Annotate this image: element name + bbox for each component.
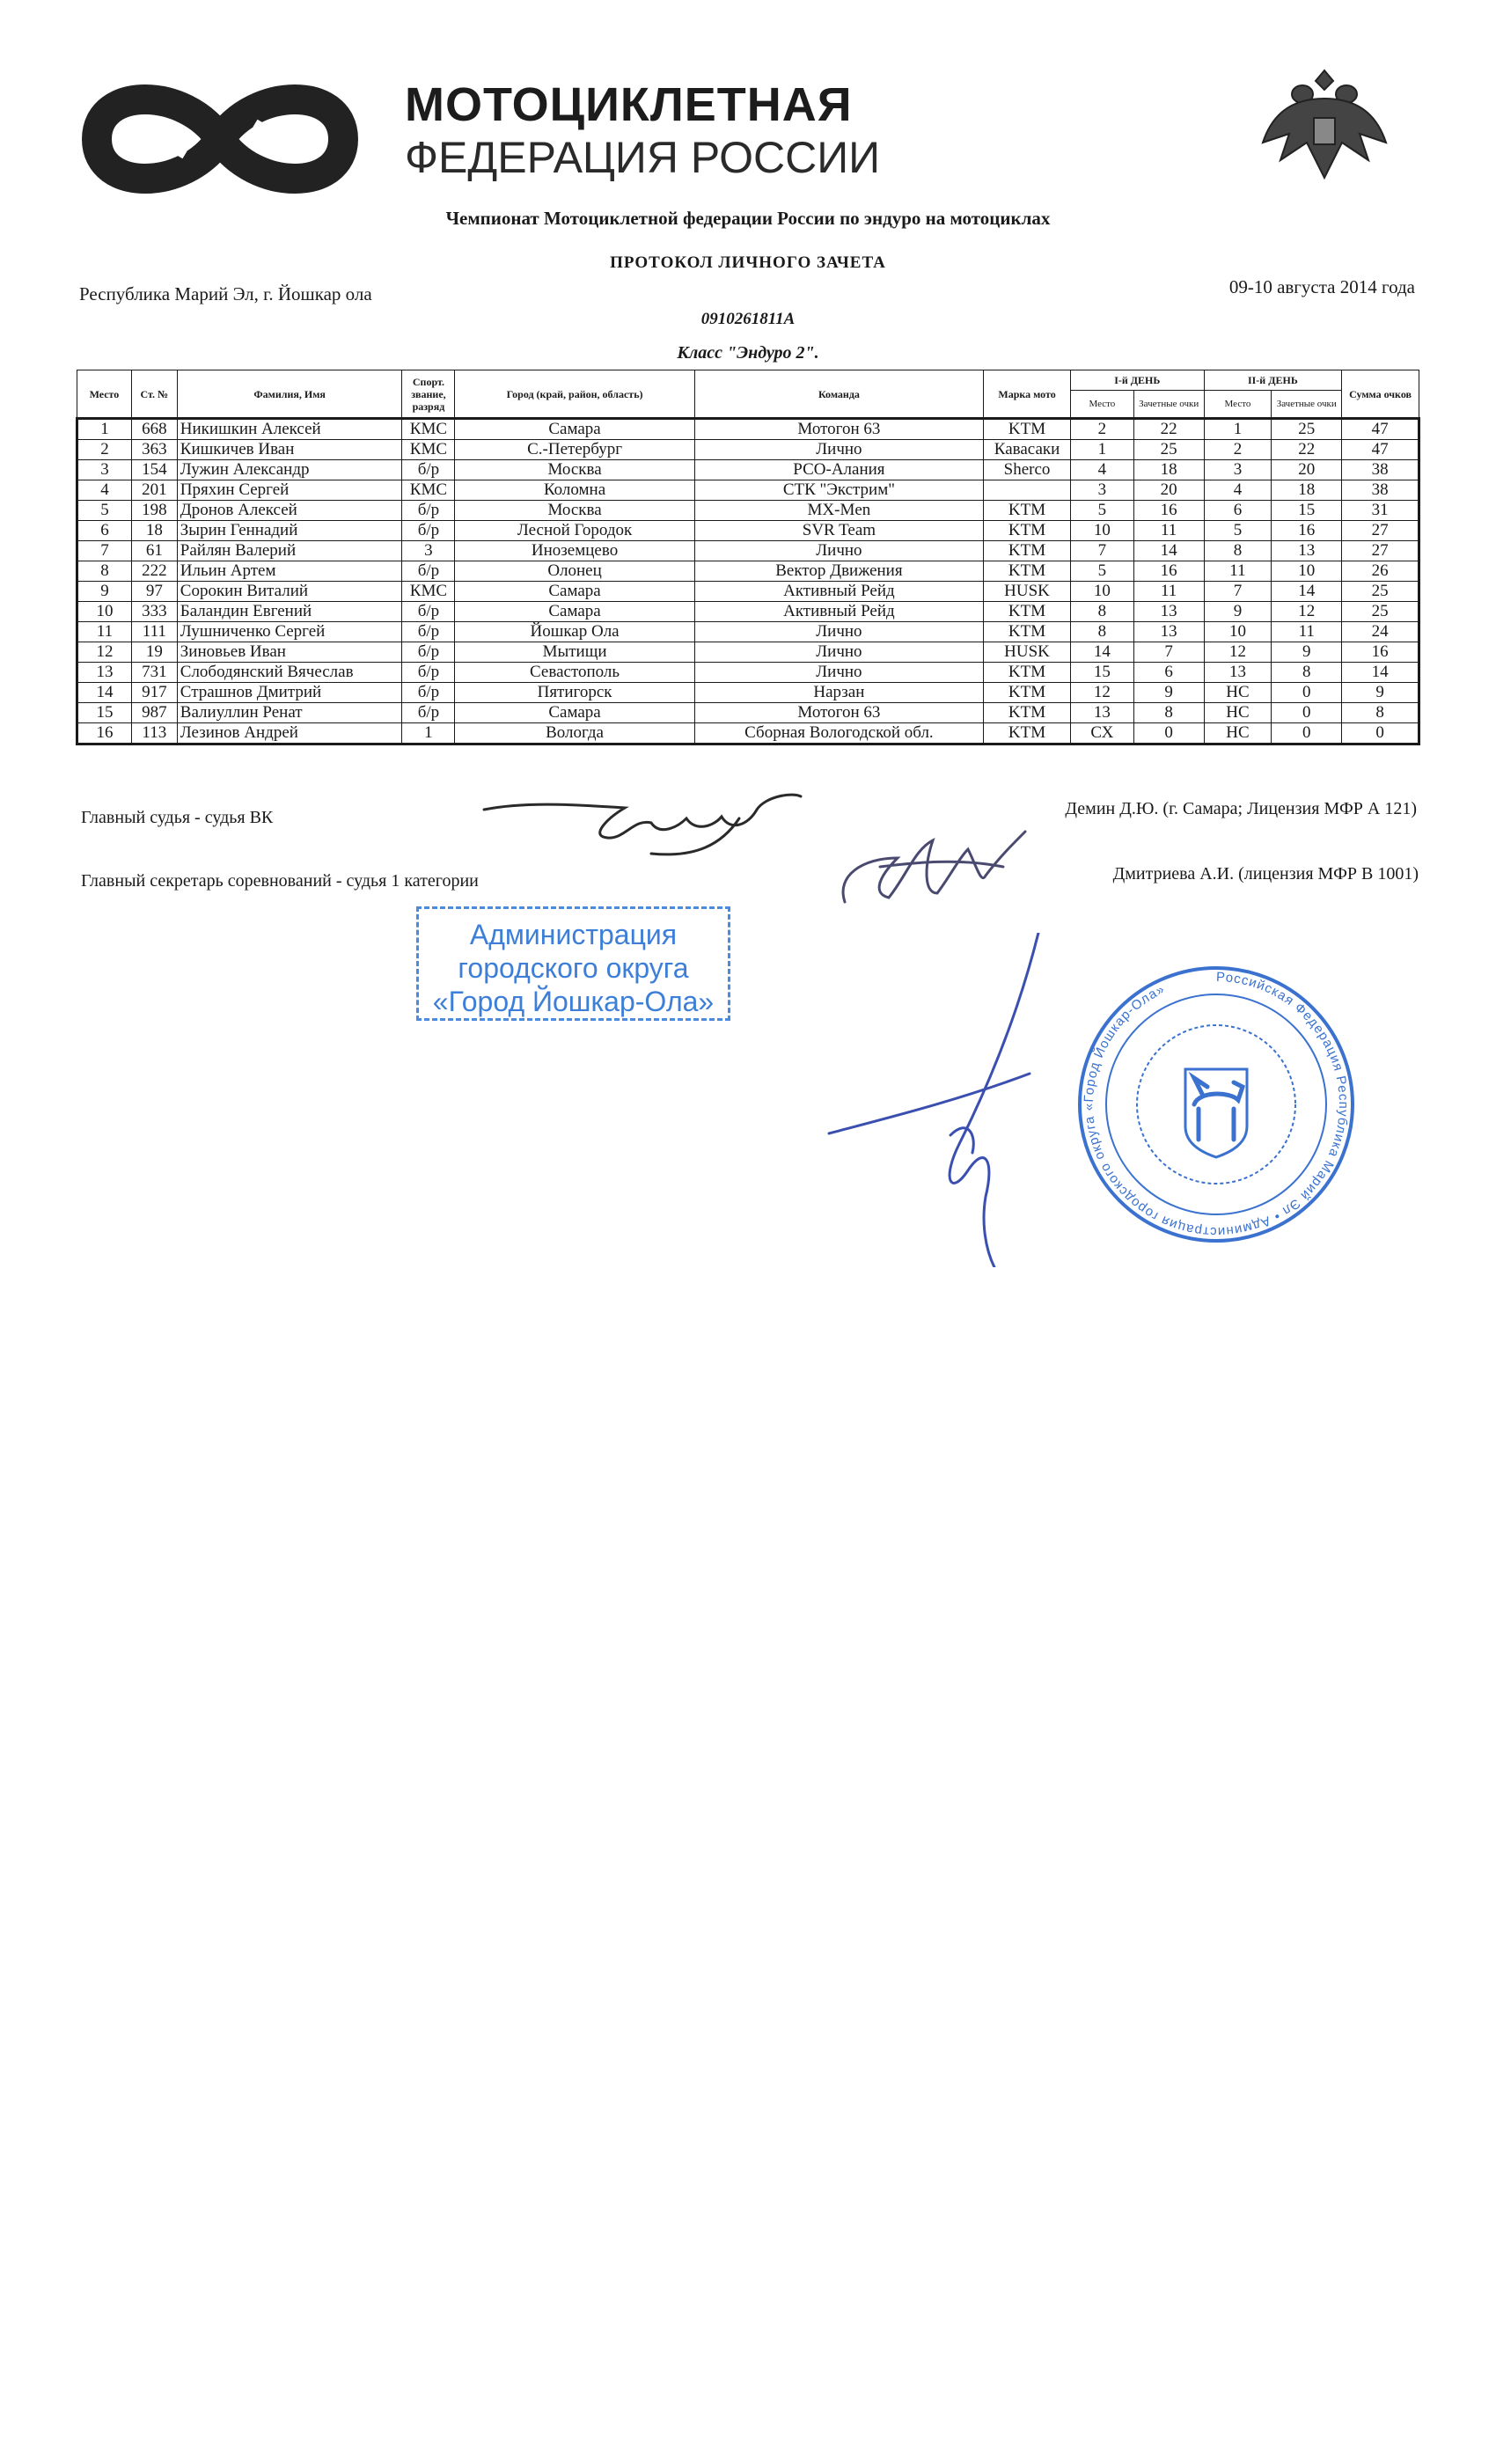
chief-judge-name: Демин Д.Ю. (г. Самара; Лицензия МФР А 121) (1065, 799, 1417, 818)
header-place: Место (77, 370, 132, 419)
cell-day1-points: 13 (1133, 622, 1204, 642)
cell-rank: б/р (402, 602, 455, 622)
cell-start-number: 731 (131, 663, 177, 683)
moose-coat-of-arms-icon (1185, 1069, 1247, 1157)
cell-rank: 1 (402, 723, 455, 744)
cell-team: Сборная Вологодской обл. (694, 723, 983, 744)
cell-start-number: 201 (131, 480, 177, 501)
cell-start-number: 222 (131, 561, 177, 582)
cell-moto: KTM (984, 419, 1071, 440)
seal-text-path: Российская Федерация Республика Марий Эл • Администрация городского округа «Город Йошкар-Ола» (1081, 969, 1351, 1240)
cell-day2-points: 15 (1272, 501, 1342, 521)
federation-title-line1: МОТОЦИКЛЕТНАЯ (405, 78, 853, 131)
cell-city: Мытищи (455, 642, 694, 663)
cell-day1-points: 16 (1133, 501, 1204, 521)
table-row (77, 440, 1419, 460)
cell-day2-place: 8 (1204, 541, 1272, 561)
cell-place: 13 (77, 663, 132, 683)
cell-name: Дронов Алексей (177, 501, 402, 521)
cell-rank: б/р (402, 501, 455, 521)
cell-rank: 3 (402, 541, 455, 561)
cell-start-number: 97 (131, 582, 177, 602)
cell-team: MX-Men (694, 501, 983, 521)
cell-team: SVR Team (694, 521, 983, 541)
table-row (77, 419, 1419, 440)
cell-day2-place: 11 (1204, 561, 1272, 582)
cell-place: 16 (77, 723, 132, 744)
cell-day1-place: 3 (1070, 480, 1133, 501)
cell-team: Мотогон 63 (694, 703, 983, 723)
cell-day2-points: 0 (1272, 683, 1342, 703)
cell-team: РСО-Алания (694, 460, 983, 480)
infinity-logo-icon (79, 77, 361, 201)
cell-city: Москва (455, 501, 694, 521)
cell-team: Активный Рейд (694, 602, 983, 622)
cell-rank: б/р (402, 561, 455, 582)
event-code: 0910261811А (700, 310, 796, 328)
cell-day2-points: 13 (1272, 541, 1342, 561)
cell-moto: KTM (984, 663, 1071, 683)
federation-title-line2: ФЕДЕРАЦИЯ РОССИИ (405, 133, 881, 182)
cell-day2-points: 11 (1272, 622, 1342, 642)
cell-start-number: 333 (131, 602, 177, 622)
cell-name: Никишкин Алексей (177, 419, 402, 440)
event-dates: 09-10 августа 2014 года (1228, 276, 1415, 297)
cell-city: Коломна (455, 480, 694, 501)
cell-team: Мотогон 63 (694, 419, 983, 440)
cell-place: 12 (77, 642, 132, 663)
header-name: Фамилия, Имя (177, 370, 402, 419)
cell-day1-points: 14 (1133, 541, 1204, 561)
chief-judge-signature (475, 783, 810, 862)
table-row (77, 582, 1419, 602)
cell-name: Валиуллин Ренат (177, 703, 402, 723)
table-row (77, 602, 1419, 622)
cell-day1-place: 5 (1070, 501, 1133, 521)
cell-day2-place: НС (1204, 703, 1272, 723)
header-team: Команда (694, 370, 983, 419)
cell-total: 8 (1342, 703, 1419, 723)
cell-day2-points: 18 (1272, 480, 1342, 501)
official-signature (818, 933, 1065, 1267)
header-day1: I-й ДЕНЬ (1070, 370, 1204, 391)
cell-day2-place: 7 (1204, 582, 1272, 602)
protocol-title: ПРОТОКОЛ ЛИЧНОГО ЗАЧЕТА (610, 253, 886, 272)
cell-rank: КМС (402, 480, 455, 501)
cell-name: Лушниченко Сергей (177, 622, 402, 642)
cell-day1-points: 9 (1133, 683, 1204, 703)
cell-total: 25 (1342, 602, 1419, 622)
cell-start-number: 18 (131, 521, 177, 541)
cell-total: 9 (1342, 683, 1419, 703)
cell-total: 0 (1342, 723, 1419, 744)
seal-text (1082, 970, 1351, 1239)
cell-day2-place: 3 (1204, 460, 1272, 480)
cell-day2-place: 6 (1204, 501, 1272, 521)
cell-total: 31 (1342, 501, 1419, 521)
cell-day1-points: 6 (1133, 663, 1204, 683)
cell-name: Пряхин Сергей (177, 480, 402, 501)
cell-city: Пятигорск (455, 683, 694, 703)
cell-day2-points: 12 (1272, 602, 1342, 622)
cell-moto: HUSK (984, 582, 1071, 602)
cell-day2-place: 4 (1204, 480, 1272, 501)
cell-day2-points: 0 (1272, 723, 1342, 744)
cell-place: 15 (77, 703, 132, 723)
table-row (77, 460, 1419, 480)
cell-day1-points: 11 (1133, 582, 1204, 602)
cell-rank: б/р (402, 663, 455, 683)
secretary-signature (827, 823, 1030, 920)
cell-day2-place: 12 (1204, 642, 1272, 663)
cell-place: 9 (77, 582, 132, 602)
cell-moto: KTM (984, 703, 1071, 723)
cell-rank: б/р (402, 703, 455, 723)
cell-day1-place: СХ (1070, 723, 1133, 744)
cell-name: Баландин Евгений (177, 602, 402, 622)
header-day2: II-й ДЕНЬ (1204, 370, 1342, 391)
cell-place: 7 (77, 541, 132, 561)
cell-city: Москва (455, 460, 694, 480)
cell-total: 25 (1342, 582, 1419, 602)
cell-team: Лично (694, 440, 983, 460)
cell-day1-points: 18 (1133, 460, 1204, 480)
cell-name: Райлян Валерий (177, 541, 402, 561)
cell-city: Иноземцево (455, 541, 694, 561)
cell-total: 38 (1342, 480, 1419, 501)
table-row (77, 561, 1419, 582)
cell-name: Лезинов Андрей (177, 723, 402, 744)
cell-total: 16 (1342, 642, 1419, 663)
results-table (76, 370, 1420, 745)
cell-moto: KTM (984, 622, 1071, 642)
cell-name: Зырин Геннадий (177, 521, 402, 541)
cell-day2-place: 10 (1204, 622, 1272, 642)
cell-name: Сорокин Виталий (177, 582, 402, 602)
cell-place: 1 (77, 419, 132, 440)
class-label: Класс "Эндуро 2". (677, 343, 819, 363)
cell-day2-place: 5 (1204, 521, 1272, 541)
cell-team: СТК "Экстрим" (694, 480, 983, 501)
cell-place: 4 (77, 480, 132, 501)
cell-day2-place: НС (1204, 723, 1272, 744)
cell-place: 3 (77, 460, 132, 480)
championship-title: Чемпионат Мотоциклетной федерации России по эндуро на мотоциклах (445, 208, 1051, 229)
cell-start-number: 111 (131, 622, 177, 642)
cell-rank: б/р (402, 460, 455, 480)
header-city: Город (край, район, область) (455, 370, 694, 419)
cell-total: 47 (1342, 440, 1419, 460)
cell-moto: KTM (984, 521, 1071, 541)
cell-rank: б/р (402, 683, 455, 703)
cell-rank: б/р (402, 521, 455, 541)
cell-total: 27 (1342, 521, 1419, 541)
cell-team: Лично (694, 642, 983, 663)
table-row (77, 663, 1419, 683)
cell-moto: KTM (984, 683, 1071, 703)
cell-start-number: 668 (131, 419, 177, 440)
table-row (77, 703, 1419, 723)
cell-day2-points: 25 (1272, 419, 1342, 440)
cell-day2-points: 16 (1272, 521, 1342, 541)
cell-day1-points: 8 (1133, 703, 1204, 723)
header-day1-points: Зачетные очки (1133, 391, 1204, 419)
cell-rank: КМС (402, 440, 455, 460)
chief-judge-label: Главный судья - судья ВК (81, 808, 274, 827)
stamp-line1: Администрация (469, 919, 678, 950)
cell-day1-points: 7 (1133, 642, 1204, 663)
cell-rank: б/р (402, 622, 455, 642)
cell-day2-place: 1 (1204, 419, 1272, 440)
table-row (77, 541, 1419, 561)
table-row (77, 480, 1419, 501)
cell-start-number: 113 (131, 723, 177, 744)
cell-day1-points: 13 (1133, 602, 1204, 622)
cell-start-number: 987 (131, 703, 177, 723)
cell-city: С.-Петербург (455, 440, 694, 460)
cell-day1-place: 13 (1070, 703, 1133, 723)
cell-day2-place: 2 (1204, 440, 1272, 460)
cell-place: 2 (77, 440, 132, 460)
stamp-line3: «Город Йошкар-Ола» (432, 986, 715, 1017)
table-row (77, 622, 1419, 642)
cell-place: 10 (77, 602, 132, 622)
secretary-label: Главный секретарь соревнований - судья 1 категории (81, 871, 479, 891)
cell-place: 8 (77, 561, 132, 582)
cell-day2-points: 0 (1272, 703, 1342, 723)
header-day2-points: Зачетные очки (1272, 391, 1342, 419)
cell-team: Лично (694, 622, 983, 642)
cell-day2-place: 9 (1204, 602, 1272, 622)
cell-place: 6 (77, 521, 132, 541)
cell-city: Олонец (455, 561, 694, 582)
cell-name: Зиновьев Иван (177, 642, 402, 663)
header-total: Сумма очков (1342, 370, 1419, 419)
cell-day1-points: 20 (1133, 480, 1204, 501)
cell-moto: Sherco (984, 460, 1071, 480)
results-body (77, 419, 1419, 744)
cell-moto: KTM (984, 602, 1071, 622)
cell-city: Севастополь (455, 663, 694, 683)
cell-total: 47 (1342, 419, 1419, 440)
cell-rank: КМС (402, 582, 455, 602)
cell-place: 5 (77, 501, 132, 521)
header-start-number: Ст. № (131, 370, 177, 419)
cell-total: 38 (1342, 460, 1419, 480)
cell-day2-points: 10 (1272, 561, 1342, 582)
stamp-line2: городского округа (458, 952, 689, 984)
cell-day2-place: 13 (1204, 663, 1272, 683)
cell-day1-points: 16 (1133, 561, 1204, 582)
cell-city: Самара (455, 703, 694, 723)
cell-day1-place: 5 (1070, 561, 1133, 582)
cell-start-number: 61 (131, 541, 177, 561)
administration-stamp (416, 906, 730, 1021)
cell-moto: KTM (984, 541, 1071, 561)
cell-day1-points: 0 (1133, 723, 1204, 744)
cell-moto: Кавасаки (984, 440, 1071, 460)
cell-moto (984, 480, 1071, 501)
cell-name: Кишкичев Иван (177, 440, 402, 460)
cell-start-number: 917 (131, 683, 177, 703)
event-location: Республика Марий Эл, г. Йошкар ола (79, 283, 372, 304)
cell-day2-points: 8 (1272, 663, 1342, 683)
table-row (77, 683, 1419, 703)
cell-team: Лично (694, 663, 983, 683)
cell-team: Нарзан (694, 683, 983, 703)
cell-moto: HUSK (984, 642, 1071, 663)
cell-day1-place: 10 (1070, 582, 1133, 602)
header-day1-place: Место (1070, 391, 1133, 419)
cell-day2-points: 9 (1272, 642, 1342, 663)
cell-day2-points: 20 (1272, 460, 1342, 480)
cell-city: Йошкар Ола (455, 622, 694, 642)
cell-total: 14 (1342, 663, 1419, 683)
header-moto: Марка мото (984, 370, 1071, 419)
cell-start-number: 154 (131, 460, 177, 480)
secretary-name: Дмитриева А.И. (лицензия МФР В 1001) (1112, 864, 1419, 884)
header-day2-place: Место (1204, 391, 1272, 419)
cell-day2-points: 14 (1272, 582, 1342, 602)
cell-moto: KTM (984, 501, 1071, 521)
cell-rank: КМС (402, 419, 455, 440)
cell-start-number: 19 (131, 642, 177, 663)
cell-city: Самара (455, 582, 694, 602)
cell-city: Вологда (455, 723, 694, 744)
cell-city: Самара (455, 602, 694, 622)
cell-place: 11 (77, 622, 132, 642)
cell-total: 26 (1342, 561, 1419, 582)
cell-day1-place: 2 (1070, 419, 1133, 440)
cell-total: 24 (1342, 622, 1419, 642)
cell-day2-points: 22 (1272, 440, 1342, 460)
cell-day2-place: НС (1204, 683, 1272, 703)
cell-day1-place: 8 (1070, 602, 1133, 622)
cell-day1-points: 22 (1133, 419, 1204, 440)
cell-day1-place: 1 (1070, 440, 1133, 460)
cell-team: Активный Рейд (694, 582, 983, 602)
header-rank: Спорт. звание, разряд (402, 370, 455, 419)
cell-name: Страшнов Дмитрий (177, 683, 402, 703)
cell-day1-points: 25 (1133, 440, 1204, 460)
cell-rank: б/р (402, 642, 455, 663)
table-row (77, 723, 1419, 744)
cell-total: 27 (1342, 541, 1419, 561)
cell-moto: KTM (984, 561, 1071, 582)
cell-start-number: 363 (131, 440, 177, 460)
cell-moto: KTM (984, 723, 1071, 744)
cell-day1-place: 4 (1070, 460, 1133, 480)
cell-day1-place: 7 (1070, 541, 1133, 561)
cell-name: Ильин Артем (177, 561, 402, 582)
table-row (77, 501, 1419, 521)
round-seal (1075, 964, 1357, 1245)
cell-name: Слободянский Вячеслав (177, 663, 402, 683)
cell-day1-place: 15 (1070, 663, 1133, 683)
cell-day1-place: 10 (1070, 521, 1133, 541)
cell-place: 14 (77, 683, 132, 703)
cell-city: Самара (455, 419, 694, 440)
cell-start-number: 198 (131, 501, 177, 521)
cell-day1-place: 14 (1070, 642, 1133, 663)
cell-team: Лично (694, 541, 983, 561)
cell-day1-points: 11 (1133, 521, 1204, 541)
cell-name: Лужин Александр (177, 460, 402, 480)
double-headed-eagle-icon (1254, 55, 1395, 195)
table-row (77, 521, 1419, 541)
cell-city: Лесной Городок (455, 521, 694, 541)
cell-team: Вектор Движения (694, 561, 983, 582)
table-row (77, 642, 1419, 663)
cell-day1-place: 12 (1070, 683, 1133, 703)
cell-day1-place: 8 (1070, 622, 1133, 642)
